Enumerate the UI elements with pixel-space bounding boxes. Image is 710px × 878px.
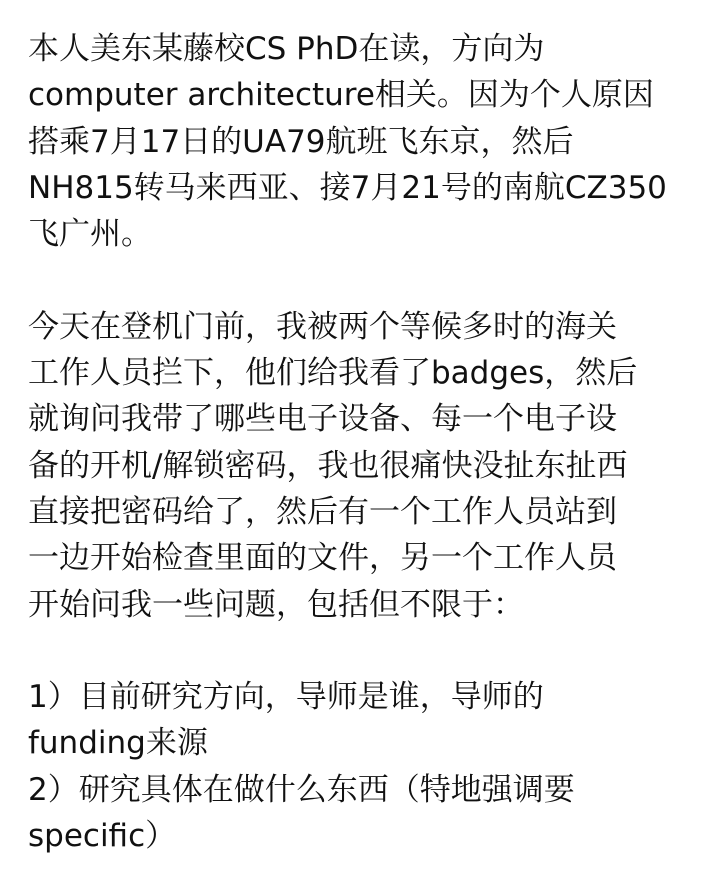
paragraph-gap	[28, 628, 698, 674]
text-line: 本人美东某藤校CS PhD在读，方向为	[28, 31, 545, 67]
paragraph-intro	[28, 26, 698, 257]
text-line: funding来源	[28, 725, 208, 762]
text-line: 工作人员拦下，他们给我看了badges，然后	[28, 355, 638, 392]
text-line: 今天在登机门前，我被两个等候多时的海关	[28, 308, 617, 345]
text-line: specific）	[28, 818, 177, 855]
text-line: 1）目前研究方向，导师是谁，导师的	[28, 679, 544, 716]
paragraph-checkpoint	[28, 304, 698, 628]
text-line: 飞广州。	[28, 216, 152, 253]
text-line: 搭乘7月17日的UA79航班飞东京，然后	[28, 123, 574, 160]
document-body	[28, 26, 698, 859]
text-line: 备的开机/解锁密码，我也很痛快没扯东扯西	[28, 447, 628, 484]
text-line: 2）研究具体在做什么东西（特地强调要	[28, 771, 575, 808]
text-line: 就询问我带了哪些电子设备、每一个电子设	[28, 401, 617, 438]
text-line: NH815转马来西亚、接7月21号的南航CZ350	[28, 169, 667, 206]
paragraph-questions	[28, 674, 698, 859]
text-line: computer architecture相关。因为个人原因	[28, 77, 654, 114]
text-line: 一边开始检查里面的文件，另一个工作人员	[28, 540, 617, 577]
text-line: 直接把密码给了，然后有一个工作人员站到	[28, 493, 617, 530]
text-line: 开始问我一些问题，包括但不限于：	[28, 586, 524, 623]
paragraph-gap	[28, 257, 698, 303]
